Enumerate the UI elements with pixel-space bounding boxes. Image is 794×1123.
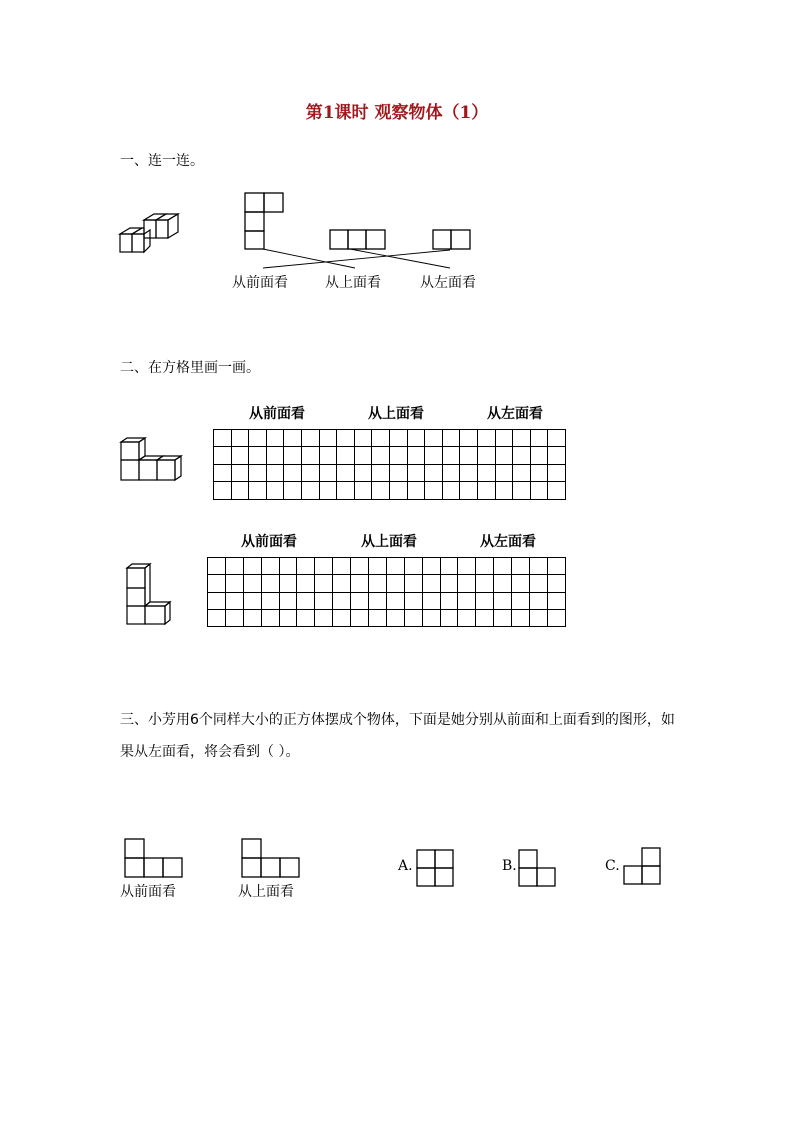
grid-cell[interactable] [548,464,566,481]
grid-cell[interactable] [249,482,267,499]
q1-connection-lines [0,0,794,300]
grid-cell[interactable] [476,592,494,609]
grid-cell[interactable] [407,464,425,481]
grid-cell[interactable] [407,447,425,464]
grid-cell[interactable] [231,430,249,447]
grid-cell[interactable] [284,447,302,464]
grid-cell[interactable] [425,447,443,464]
grid-cell[interactable] [512,575,530,592]
grid-cell[interactable] [231,482,249,499]
grid-cell[interactable] [225,575,243,592]
q2-drawing-grid-2[interactable] [207,557,566,627]
grid-cell[interactable] [319,430,337,447]
grid-cell[interactable] [530,430,548,447]
grid-cell[interactable] [351,558,369,575]
q3-option-c-label[interactable]: C. [605,858,620,874]
grid-cell[interactable] [372,482,390,499]
grid-cell[interactable] [243,558,261,575]
grid-cell[interactable] [284,464,302,481]
grid-cell[interactable] [495,482,513,499]
grid-cell[interactable] [249,447,267,464]
grid-cell[interactable] [315,609,333,626]
grid-cell[interactable] [547,558,565,575]
q3-option-b-figure [518,849,558,889]
grid-cell[interactable] [548,482,566,499]
grid-cell[interactable] [477,464,495,481]
page-title: 第1课时 观察物体（1） [305,103,489,123]
grid-cell[interactable] [440,592,458,609]
grid-cell[interactable] [231,464,249,481]
q2-drawing-grid-1[interactable] [213,429,566,500]
grid-cell[interactable] [477,430,495,447]
grid-cell[interactable] [266,430,284,447]
grid-cell[interactable] [386,592,404,609]
grid-cell[interactable] [458,558,476,575]
grid-cell[interactable] [513,482,531,499]
grid-cell[interactable] [494,592,512,609]
grid-cell[interactable] [495,430,513,447]
grid-cell[interactable] [301,447,319,464]
grid-cell[interactable] [301,430,319,447]
grid-cell[interactable] [425,464,443,481]
q3-option-c-figure [623,847,663,887]
grid-cell[interactable] [530,609,548,626]
grid-cell[interactable] [477,482,495,499]
q3-top-view-figure [241,838,301,878]
grid-cell[interactable] [333,609,351,626]
grid-cell[interactable] [442,464,460,481]
grid-cell[interactable] [386,609,404,626]
q1-label-top: 从上面看 [325,275,381,291]
grid-cell[interactable] [389,430,407,447]
grid-cell[interactable] [530,464,548,481]
grid-cell[interactable] [495,464,513,481]
q2-row2-label-front: 从前面看 [241,534,297,550]
grid-cell[interactable] [530,447,548,464]
q2-cube-figure-2 [125,562,175,626]
grid-cell[interactable] [261,592,279,609]
grid-cell[interactable] [372,430,390,447]
grid-cell[interactable] [231,447,249,464]
grid-cell[interactable] [297,575,315,592]
q3-option-b-label[interactable]: B. [502,858,517,874]
q3-front-view-figure [124,838,184,878]
grid-cell[interactable] [548,447,566,464]
grid-cell[interactable] [249,464,267,481]
grid-cell[interactable] [404,575,422,592]
grid-cell[interactable] [407,430,425,447]
grid-cell[interactable] [208,575,226,592]
grid-cell[interactable] [214,482,232,499]
grid-cell[interactable] [422,558,440,575]
grid-cell[interactable] [261,609,279,626]
q2-row1-label-front: 从前面看 [249,406,305,422]
grid-cell[interactable] [458,609,476,626]
q3-option-a-label[interactable]: A. [398,858,413,874]
grid-cell[interactable] [301,482,319,499]
grid-cell[interactable] [214,464,232,481]
grid-cell[interactable] [315,575,333,592]
grid-cell[interactable] [225,609,243,626]
grid-cell[interactable] [315,592,333,609]
grid-cell[interactable] [354,482,372,499]
grid-cell[interactable] [214,430,232,447]
grid-cell[interactable] [354,447,372,464]
q1-heading: 一、连一连。 [120,153,204,169]
grid-cell[interactable] [333,575,351,592]
grid-cell[interactable] [389,482,407,499]
grid-cell[interactable] [297,558,315,575]
grid-cell[interactable] [225,558,243,575]
grid-cell[interactable] [458,592,476,609]
grid-cell[interactable] [494,609,512,626]
grid-cell[interactable] [442,447,460,464]
grid-cell[interactable] [530,558,548,575]
grid-cell[interactable] [243,575,261,592]
grid-cell[interactable] [460,464,478,481]
grid-cell[interactable] [319,447,337,464]
grid-cell[interactable] [351,609,369,626]
grid-cell[interactable] [208,609,226,626]
grid-cell[interactable] [261,575,279,592]
grid-cell[interactable] [407,482,425,499]
grid-cell[interactable] [548,430,566,447]
grid-cell[interactable] [369,592,387,609]
grid-cell[interactable] [512,592,530,609]
q1-label-front: 从前面看 [232,275,288,291]
q2-row1-label-top: 从上面看 [368,406,424,422]
grid-cell[interactable] [261,558,279,575]
grid-cell[interactable] [494,575,512,592]
grid-cell[interactable] [266,447,284,464]
grid-cell[interactable] [513,447,531,464]
grid-cell[interactable] [547,609,565,626]
grid-cell[interactable] [404,592,422,609]
grid-cell[interactable] [386,575,404,592]
grid-cell[interactable] [297,592,315,609]
grid-cell[interactable] [301,464,319,481]
grid-cell[interactable] [476,575,494,592]
grid-cell[interactable] [422,575,440,592]
grid-cell[interactable] [249,430,267,447]
grid-cell[interactable] [279,558,297,575]
grid-cell[interactable] [333,592,351,609]
grid-cell[interactable] [354,430,372,447]
grid-cell[interactable] [214,447,232,464]
q2-row2-label-left: 从左面看 [480,534,536,550]
grid-cell[interactable] [460,482,478,499]
grid-cell[interactable] [337,464,355,481]
grid-cell[interactable] [547,592,565,609]
grid-cell[interactable] [530,575,548,592]
grid-cell[interactable] [476,609,494,626]
q3-text-line-1: 三、小芳用6个同样大小的正方体摆成个物体，下面是她分别从前面和上面看到的图形，如 [120,712,675,728]
grid-cell[interactable] [460,447,478,464]
grid-cell[interactable] [297,609,315,626]
grid-cell[interactable] [460,430,478,447]
grid-cell[interactable] [512,558,530,575]
q2-row2-label-top: 从上面看 [361,534,417,550]
grid-cell[interactable] [369,558,387,575]
grid-cell[interactable] [440,558,458,575]
grid-cell[interactable] [354,464,372,481]
q3-option-a-figure [416,849,456,889]
grid-cell[interactable] [369,575,387,592]
grid-cell[interactable] [266,464,284,481]
grid-cell[interactable] [513,430,531,447]
q1-label-left: 从左面看 [420,275,476,291]
grid-cell[interactable] [512,609,530,626]
grid-cell[interactable] [337,482,355,499]
grid-cell[interactable] [315,558,333,575]
grid-cell[interactable] [208,592,226,609]
grid-cell[interactable] [425,482,443,499]
grid-cell[interactable] [513,464,531,481]
grid-cell[interactable] [369,609,387,626]
grid-cell[interactable] [404,609,422,626]
grid-cell[interactable] [279,609,297,626]
grid-cell[interactable] [389,464,407,481]
grid-cell[interactable] [442,430,460,447]
grid-cell[interactable] [422,609,440,626]
grid-cell[interactable] [284,430,302,447]
grid-cell[interactable] [386,558,404,575]
grid-cell[interactable] [279,592,297,609]
grid-cell[interactable] [337,447,355,464]
grid-cell[interactable] [243,609,261,626]
grid-cell[interactable] [351,592,369,609]
q2-row1-label-left: 从左面看 [487,406,543,422]
grid-cell[interactable] [494,558,512,575]
grid-cell[interactable] [440,575,458,592]
q2-heading: 二、在方格里画一画。 [120,360,260,376]
grid-cell[interactable] [284,482,302,499]
grid-cell[interactable] [225,592,243,609]
grid-cell[interactable] [319,464,337,481]
q3-front-label: 从前面看 [120,884,176,900]
grid-cell[interactable] [243,592,261,609]
grid-cell[interactable] [422,592,440,609]
grid-cell[interactable] [440,609,458,626]
grid-cell[interactable] [208,558,226,575]
grid-cell[interactable] [530,592,548,609]
grid-cell[interactable] [266,482,284,499]
grid-cell[interactable] [404,558,422,575]
grid-cell[interactable] [351,575,369,592]
grid-cell[interactable] [458,575,476,592]
q2-cube-figure-1 [119,436,189,484]
grid-cell[interactable] [372,464,390,481]
grid-cell[interactable] [319,482,337,499]
grid-cell[interactable] [425,430,443,447]
grid-cell[interactable] [477,447,495,464]
grid-cell[interactable] [547,575,565,592]
grid-cell[interactable] [333,558,351,575]
grid-cell[interactable] [495,447,513,464]
grid-cell[interactable] [337,430,355,447]
grid-cell[interactable] [530,482,548,499]
grid-cell[interactable] [476,558,494,575]
grid-cell[interactable] [442,482,460,499]
q3-top-label: 从上面看 [238,884,294,900]
grid-cell[interactable] [389,447,407,464]
grid-cell[interactable] [372,447,390,464]
grid-cell[interactable] [279,575,297,592]
q3-text-line-2: 果从左面看，将会看到（ ）。 [120,744,300,760]
